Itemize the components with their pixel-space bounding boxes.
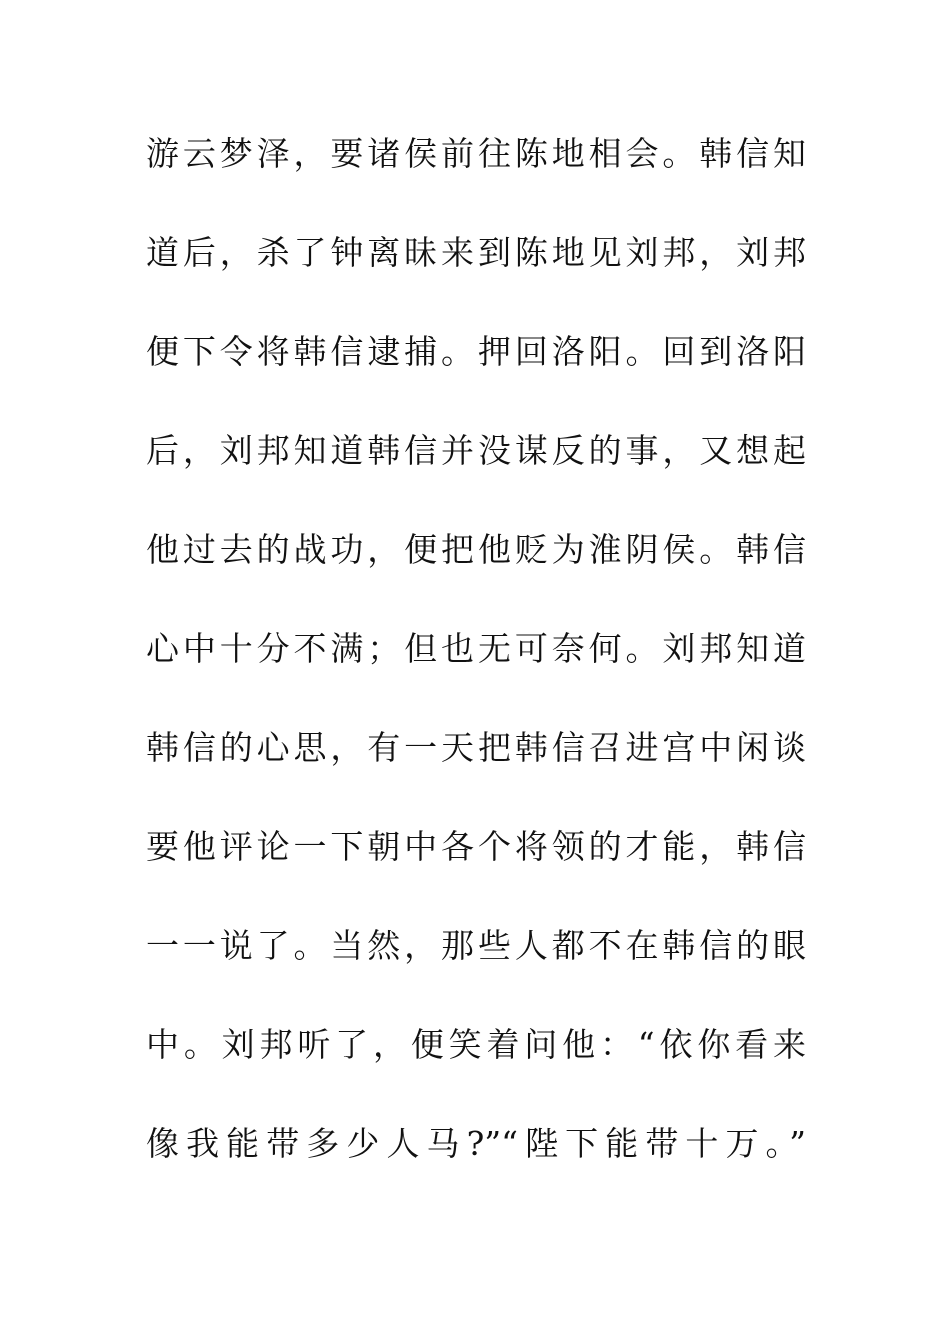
body-text	[146, 124, 806, 1213]
text-line: 要他评论一下朝中各个将领的才能，韩信	[146, 827, 806, 866]
text-line: 像我能带多少人马?”“陛下能带十万。”	[146, 1124, 806, 1163]
text-line: 心中十分不满；但也无可奈何。刘邦知道	[146, 629, 806, 668]
text-line: 韩信的心思，有一天把韩信召进宫中闲谈	[146, 728, 806, 767]
text-line: 他过去的战功，便把他贬为淮阴侯。韩信	[146, 530, 806, 569]
text-line: 一一说了。当然，那些人都不在韩信的眼	[146, 926, 806, 965]
text-line: 便下令将韩信逮捕。押回洛阳。回到洛阳	[146, 332, 806, 371]
text-line: 中。刘邦听了，便笑着问他：“依你看来	[146, 1025, 806, 1064]
text-line: 道后，杀了钟离昧来到陈地见刘邦，刘邦	[146, 233, 806, 272]
text-line: 游云梦泽，要诸侯前往陈地相会。韩信知	[146, 134, 806, 173]
text-line: 后，刘邦知道韩信并没谋反的事，又想起	[146, 431, 806, 470]
